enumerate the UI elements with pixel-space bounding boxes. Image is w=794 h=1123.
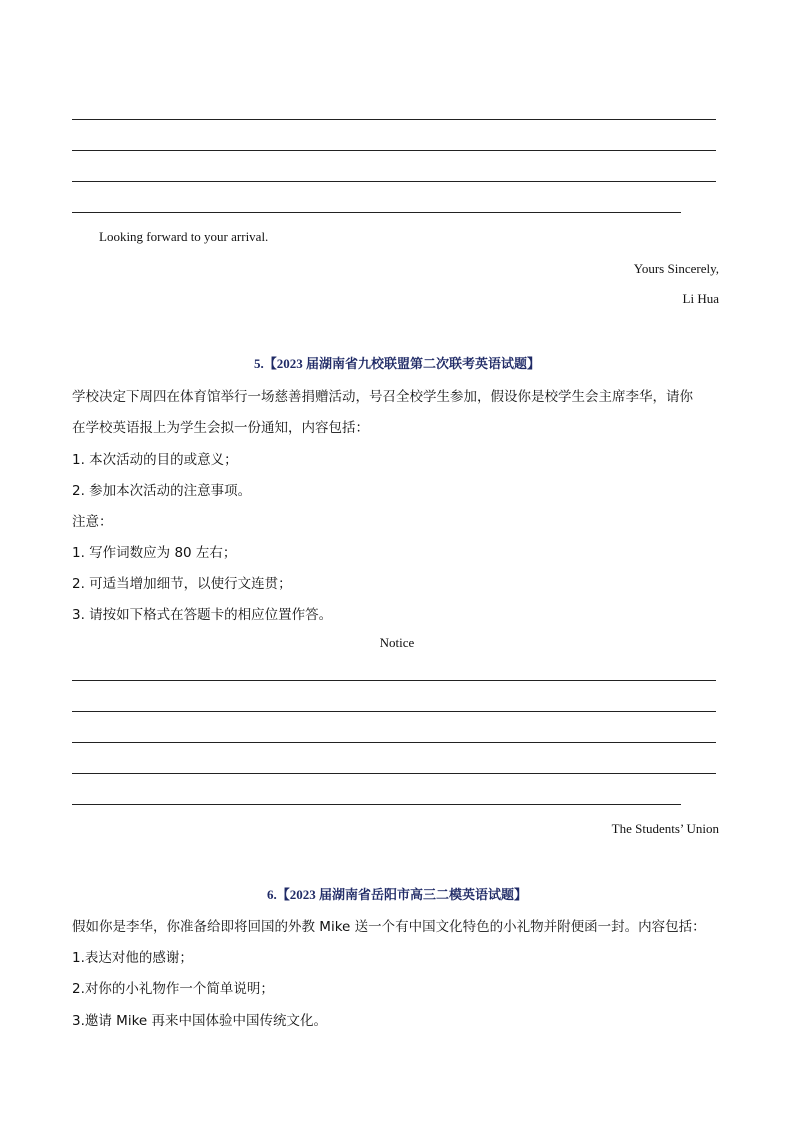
q6-prompt: 假如你是李华，你准备给即将回国的外教 Mike 送一个有中国文化特色的小礼物并附便函一封。内容包括： xyxy=(72,919,706,935)
answer-line xyxy=(72,742,716,743)
q6-point-1: 1.表达对他的感谢； xyxy=(72,950,193,966)
letter-signature: Li Hua xyxy=(682,291,719,306)
q5-signature: The Students’ Union xyxy=(611,821,719,836)
answer-line xyxy=(72,119,716,120)
answer-line xyxy=(72,773,716,774)
letter-closing-line: Looking forward to your arrival. xyxy=(99,229,269,244)
q6-point-2: 2.对你的小礼物作一个简单说明； xyxy=(72,981,274,997)
letter-sign-off: Yours Sincerely, xyxy=(633,261,719,276)
q5-point-2: 2. 参加本次活动的注意事项。 xyxy=(72,483,252,499)
answer-line xyxy=(72,150,716,151)
answer-line xyxy=(72,804,681,805)
q5-heading: 5.【2023 届湖南省九校联盟第二次联考英语试题】 xyxy=(253,356,540,371)
q5-note-1: 1. 写作词数应为 80 左右； xyxy=(72,545,237,561)
q5-point-1: 1. 本次活动的目的或意义； xyxy=(72,452,238,468)
q5-notice-title: Notice xyxy=(379,635,415,650)
q6-heading: 6.【2023 届湖南省岳阳市高三二模英语试题】 xyxy=(266,887,527,902)
q5-prompt-line-1: 学校决定下周四在体育馆举行一场慈善捐赠活动，号召全校学生参加，假设你是校学生会主席李华，请你 xyxy=(72,389,693,405)
q5-note-3: 3. 请按如下格式在答题卡的相应位置作答。 xyxy=(72,607,333,623)
answer-line xyxy=(72,181,716,182)
q5-note-2: 2. 可适当增加细节，以使行文连贯； xyxy=(72,576,292,592)
answer-line xyxy=(72,680,716,681)
q5-notice-label: 注意： xyxy=(72,514,113,530)
answer-line xyxy=(72,212,681,213)
q6-point-3: 3.邀请 Mike 再来中国体验中国传统文化。 xyxy=(72,1013,328,1029)
answer-line xyxy=(72,711,716,712)
q5-prompt-line-2: 在学校英语报上为学生会拟一份通知，内容包括： xyxy=(72,420,369,436)
